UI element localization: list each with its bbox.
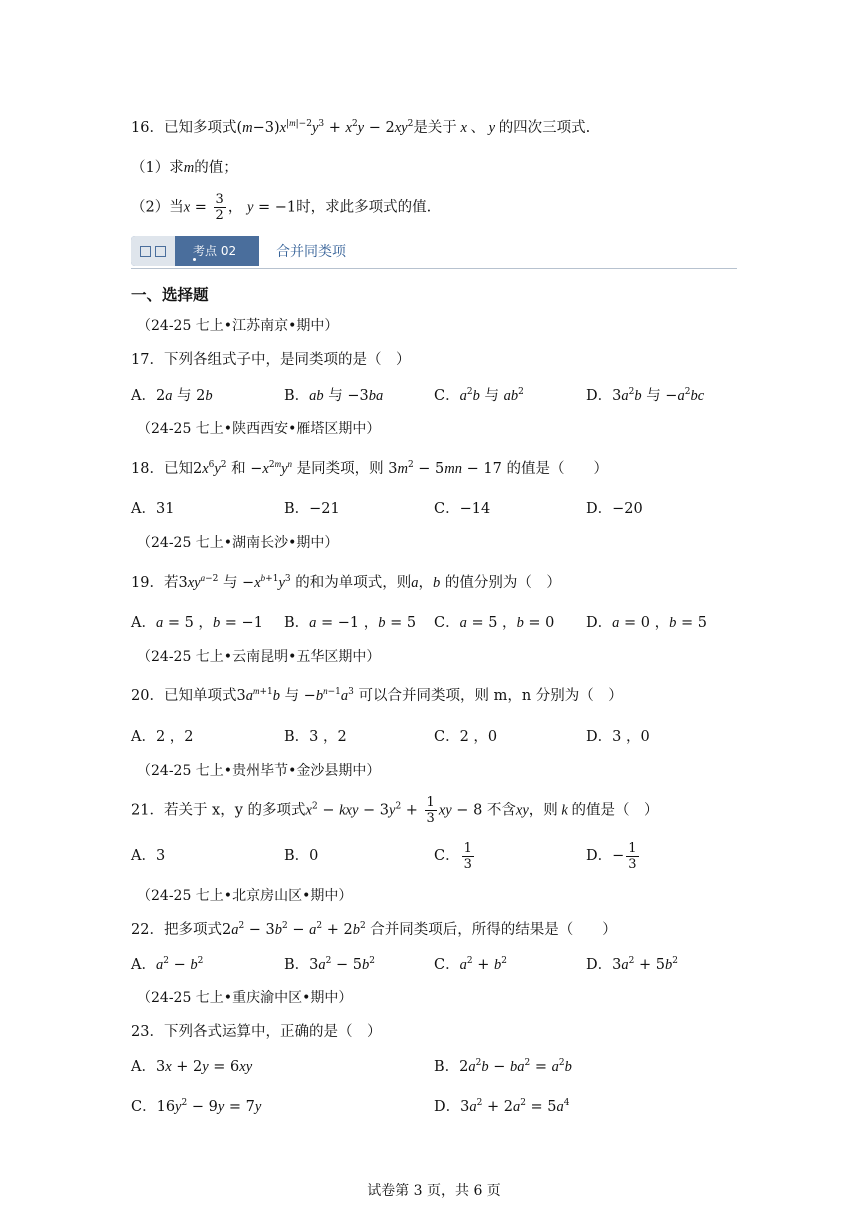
q18-source: （24-25 七上•陕西西安•雁塔区期中）	[137, 421, 381, 437]
q17-option-b: B．ab 与 −3ba	[284, 388, 384, 404]
q22-option-b: B．$3a^2 - 5b^2$	[284, 956, 375, 973]
q22-option-c: C．$a^2 + b^2$	[434, 956, 507, 973]
book-icon	[155, 246, 166, 257]
q18-option-b: B．−21	[284, 501, 340, 517]
q22-source: （24-25 七上•北京房山区•期中）	[137, 888, 353, 904]
q21-option-d: D．− $\frac{1}{3}$	[586, 840, 637, 872]
q19-option-c: C．a = 5 ，b = 0	[434, 615, 555, 631]
q19-option-a: A．a = 5 ，b = −1	[131, 615, 263, 631]
q17-option-c: C．$a^2b$ 与 $ab^2$	[434, 387, 524, 404]
q16-part1: （1）求m的值；	[131, 160, 238, 176]
section-banner	[131, 236, 737, 270]
q21-option-b: B．0	[284, 848, 319, 864]
q17-option-d: D．$3a^2b$ 与 $-a^2bc$	[586, 387, 705, 404]
q18-option-d: D．−20	[586, 501, 643, 517]
q21-option-a: A．3	[131, 848, 166, 864]
banner-label: 考点 02	[193, 244, 237, 258]
divider	[131, 268, 737, 269]
q23-option-d: D．$3a^2 + 2a^2 = 5a^4$	[434, 1098, 570, 1115]
section-title: 一、选择题	[131, 286, 209, 304]
q21-source: （24-25 七上•贵州毕节•金沙县期中）	[137, 763, 381, 779]
q21-option-c: C． $\frac{1}{3}$	[434, 840, 472, 872]
q17-stem: 17．下列各组式子中，是同类项的是（ ）	[131, 352, 411, 368]
q19-source: （24-25 七上•湖南长沙•期中）	[137, 535, 339, 551]
q18-option-a: A．31	[131, 501, 175, 517]
q20-option-a: A．2 ，2	[131, 729, 194, 745]
q16-part2: （2）当x = $\frac{3}{2}$ ， y = −1时，求此多项式的值.	[131, 192, 432, 223]
q20-option-b: B．3 ，2	[284, 729, 347, 745]
q23-option-b: B．$2a^2b - ba^2 = a^2b$	[434, 1058, 572, 1075]
q18-stem: 18．已知$2x^6y^2$ 和 $-x^{2m}y^n$ 是同类项，则 $3m^2 - 5mn - 17$ 的值是（ ）	[131, 459, 608, 477]
page-footer: 试卷第 3 页，共 6 页	[367, 1183, 501, 1199]
q20-source: （24-25 七上•云南昆明•五华区期中）	[137, 649, 381, 665]
q20-option-d: D．3 ，0	[586, 729, 650, 745]
q22-stem: 22．把多项式$2a^2 - 3b^2 - a^2 + 2b^2$ 合并同类项后，所得的结果是（ ）	[131, 921, 617, 938]
book-icon	[140, 246, 151, 257]
q19-stem: 19．若$3xy^{a-2}$ 与 $-x^{b+1}y^3$ 的和为单项式，则a，b 的值分别为（ ）	[131, 573, 561, 591]
q18-option-c: C．−14	[434, 501, 491, 517]
q21-stem: 21．若关于 x，y 的多项式$x^2$ − kxy − $3y^2$ + $\frac{1}{3}$ xy − 8 不含xy，则 k 的值是（ ）	[131, 795, 659, 826]
q22-option-a: A．$a^2 - b^2$	[131, 956, 204, 973]
q23-stem: 23．下列各式运算中，正确的是（ ）	[131, 1024, 382, 1040]
q23-option-c: C．$16y^2 - 9y = 7y$	[131, 1098, 262, 1115]
q23-source: （24-25 七上•重庆渝中区•期中）	[137, 990, 353, 1006]
q17-source: （24-25 七上•江苏南京•期中）	[137, 318, 339, 334]
q20-option-c: C．2 ，0	[434, 729, 498, 745]
q16-expr: $(m-3)x^{|m|-2}y^3 + x^2y - 2xy^2$	[236, 118, 414, 136]
q17-option-a: A．2a 与 2b	[131, 388, 213, 404]
q19-option-b: B．a = −1 ，b = 5	[284, 615, 417, 631]
q22-option-d: D．$3a^2 + 5b^2$	[586, 956, 678, 973]
q19-option-d: D．a = 0 ，b = 5	[586, 615, 707, 631]
q20-stem: 20．已知单项式$3a^{m+1}b$ 与 $-b^{n-1}a^3$ 可以合并同类项，则 m，n 分别为（ ）	[131, 686, 623, 704]
q23-option-a: A．3x + 2y = 6xy	[131, 1059, 253, 1075]
q16-label: 16．已知多项式	[131, 120, 237, 136]
banner-title: 合并同类项	[276, 244, 346, 260]
q16-stem: 16．已知多项式$(m-3)x^{|m|-2}y^3 + x^2y - 2xy^2$是关于 x 、 y 的四次三项式.	[131, 118, 591, 136]
